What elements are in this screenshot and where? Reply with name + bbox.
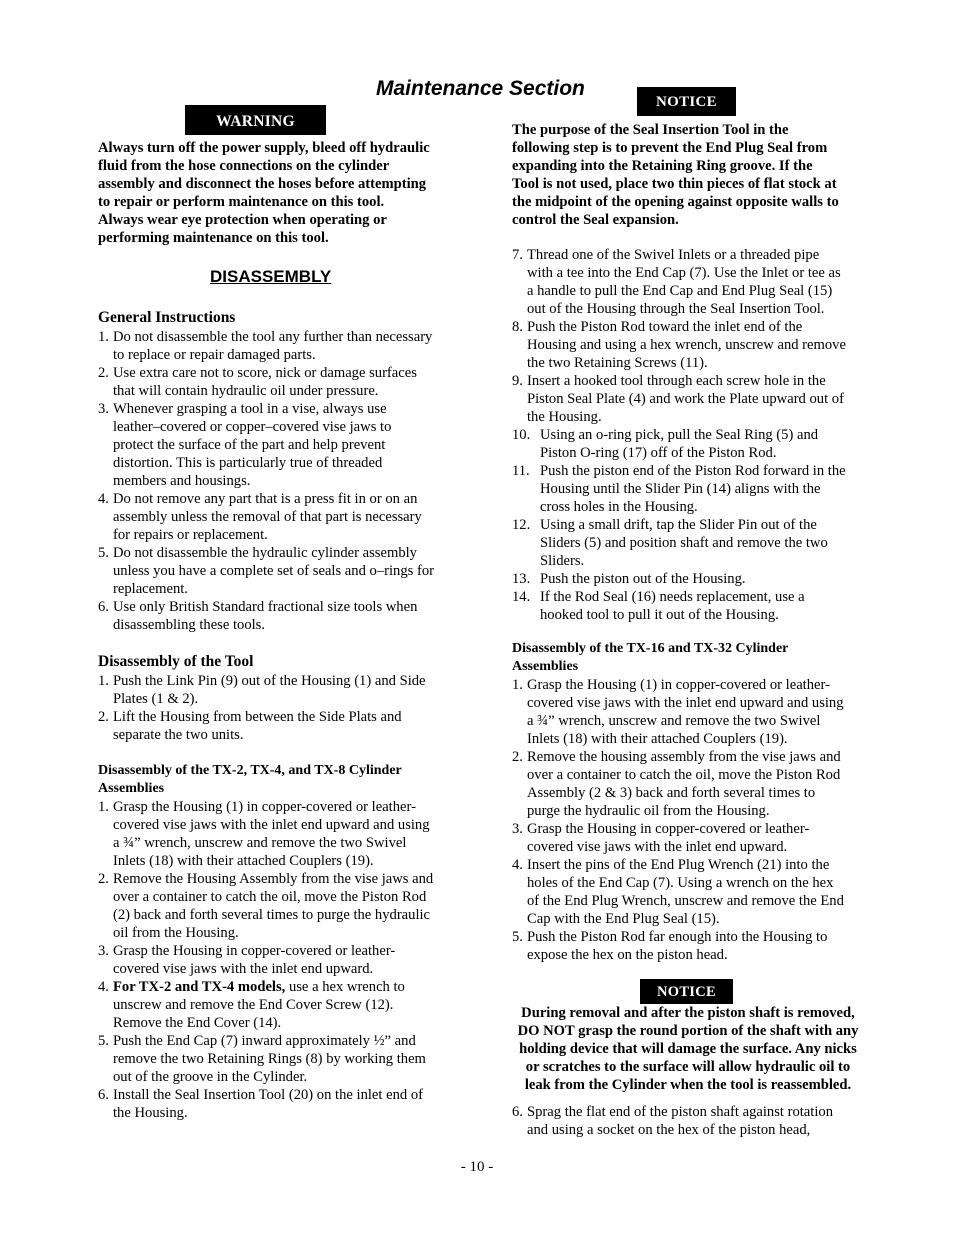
item-number: 1. bbox=[98, 673, 109, 689]
item-number: 4. bbox=[98, 979, 109, 995]
list-item bbox=[98, 1086, 460, 1122]
item-line: use a hex wrench to bbox=[285, 979, 405, 995]
item-line: Push the piston out of the Housing. bbox=[540, 571, 746, 587]
list-item bbox=[98, 328, 460, 364]
list-item bbox=[98, 364, 460, 400]
notice-text bbox=[500, 1004, 876, 1094]
item-line: to replace or repair damaged parts. bbox=[113, 347, 316, 363]
item-number: 2. bbox=[98, 709, 109, 725]
item-line: Do not remove any part that is a press fit in or on an bbox=[113, 491, 418, 507]
item-line: Push the Piston Rod far enough into the Housing to bbox=[527, 929, 828, 945]
item-line: Whenever grasping a tool in a vise, always use bbox=[113, 401, 387, 417]
page-title: Maintenance Section bbox=[376, 77, 585, 100]
item-line: Use extra care not to score, nick or damage surfaces bbox=[113, 365, 417, 381]
list-item bbox=[98, 1032, 460, 1086]
item-number: 13. bbox=[512, 571, 531, 587]
item-line: covered vise jaws with the inlet end upward. bbox=[113, 961, 374, 977]
item-number: 3. bbox=[98, 943, 109, 959]
tx16-heading bbox=[512, 640, 874, 676]
list-item bbox=[512, 676, 874, 748]
item-line: Push the piston end of the Piston Rod forward in the bbox=[540, 463, 846, 479]
item-number: 3. bbox=[98, 401, 109, 417]
tx16-list bbox=[512, 676, 874, 964]
item-line: out of the groove in the Cylinder. bbox=[113, 1069, 308, 1085]
list-item bbox=[98, 598, 460, 634]
heading-line: Assemblies bbox=[512, 659, 579, 674]
item-number: 9. bbox=[512, 373, 523, 389]
item-line: Inlets (18) with their attached Couplers (19). bbox=[527, 731, 788, 747]
tx2-heading bbox=[98, 762, 460, 798]
item-line: hooked tool to pull it out of the Housing. bbox=[540, 607, 779, 623]
notice-badge: NOTICE bbox=[637, 87, 736, 116]
item-line: Sliders. bbox=[540, 553, 585, 569]
item-line: Push the Link Pin (9) out of the Housing (1) and Side bbox=[113, 673, 426, 689]
notice-line: control the Seal expansion. bbox=[512, 212, 679, 228]
general-instructions-list bbox=[98, 328, 460, 634]
item-number: 5. bbox=[98, 1033, 109, 1049]
notice-line: leak from the Cylinder when the tool is reassembled. bbox=[524, 1077, 852, 1093]
item-bold-prefix: For TX-2 and TX-4 models, bbox=[113, 979, 286, 995]
item-line: Grasp the Housing in copper-covered or leather- bbox=[527, 821, 810, 837]
item-line: holes of the End Cap (7). Using a wrench on the hex bbox=[527, 875, 834, 891]
item-number: 10. bbox=[512, 427, 531, 443]
item-line: Use only British Standard fractional size tools when bbox=[113, 599, 418, 615]
item-number: 1. bbox=[98, 329, 109, 345]
warning-text bbox=[98, 139, 460, 247]
item-number: 1. bbox=[512, 677, 523, 693]
notice-badge: NOTICE bbox=[640, 979, 733, 1004]
item-line: oil from the Housing. bbox=[113, 925, 239, 941]
list-item bbox=[98, 490, 460, 544]
list-item bbox=[512, 588, 874, 624]
list-item bbox=[98, 708, 460, 744]
list-item bbox=[98, 672, 460, 708]
item-line: Housing and using a hex wrench, unscrew and remove bbox=[527, 337, 846, 353]
list-item bbox=[98, 798, 460, 870]
list-item bbox=[98, 870, 460, 942]
heading-line: Assemblies bbox=[98, 781, 165, 796]
item-line: the two Retaining Screws (11). bbox=[527, 355, 708, 371]
tool-disassembly-list bbox=[98, 672, 460, 744]
general-instructions-heading: General Instructions bbox=[98, 309, 236, 326]
notice-line: the midpoint of the opening against opposite walls to bbox=[512, 194, 839, 210]
item-line: a ¾” wrench, unscrew and remove the two Swivel bbox=[527, 713, 821, 729]
list-item bbox=[512, 856, 874, 928]
warning-line: assembly and disconnect the hoses before attempting bbox=[98, 176, 427, 192]
item-line: assembly unless the removal of that part is necessary bbox=[113, 509, 422, 525]
item-line: unscrew and remove the End Cover Screw (12). bbox=[113, 997, 394, 1013]
notice-line: or scratches to the surface will allow hydraulic oil to bbox=[525, 1059, 851, 1075]
item-line: a ¾” wrench, unscrew and remove the two Swivel bbox=[113, 835, 407, 851]
item-number: 3. bbox=[512, 821, 523, 837]
warning-line: performing maintenance on this tool. bbox=[98, 230, 329, 246]
notice-line: Tool is not used, place two thin pieces of flat stock at bbox=[512, 176, 837, 192]
item-line: replacement. bbox=[113, 581, 188, 597]
item-number: 14. bbox=[512, 589, 531, 605]
warning-line: Always wear eye protection when operating or bbox=[98, 212, 387, 228]
list-item bbox=[98, 942, 460, 978]
item-line: for repairs or replacement. bbox=[113, 527, 268, 543]
item-line: leather–covered or copper–covered vise jaws to bbox=[113, 419, 392, 435]
item-line: over a container to catch the oil, move the Piston Rod bbox=[527, 767, 841, 783]
item-number: 1. bbox=[98, 799, 109, 815]
item-number: 6. bbox=[512, 1104, 523, 1120]
item-line: separate the two units. bbox=[113, 727, 244, 743]
item-line: unless you have a complete set of seals and o–rings for bbox=[113, 563, 434, 579]
item-line: Lift the Housing from between the Side Plats and bbox=[113, 709, 402, 725]
item-line: distortion. This is particularly true of threaded bbox=[113, 455, 383, 471]
item-line: over a container to catch the oil, move the Piston Rod bbox=[113, 889, 427, 905]
item-line: Sprag the flat end of the piston shaft against rotation bbox=[527, 1104, 833, 1120]
item-line: Remove the Housing Assembly from the vise jaws and bbox=[113, 871, 434, 887]
item-line: of the End Plug Wrench, unscrew and remove the End bbox=[527, 893, 844, 909]
item-line: (2) back and forth several times to purge the hydraulic bbox=[113, 907, 431, 923]
item-line: Sliders (5) and position shaft and remove the two bbox=[540, 535, 828, 551]
tx2-list bbox=[98, 798, 460, 1122]
item-line: Insert a hooked tool through each screw hole in the bbox=[527, 373, 826, 389]
item-line: members and housings. bbox=[113, 473, 251, 489]
item-line: the Housing. bbox=[527, 409, 602, 425]
list-item bbox=[512, 748, 874, 820]
item-line: Using a small drift, tap the Slider Pin out of the bbox=[540, 517, 817, 533]
list-item bbox=[98, 400, 460, 490]
notice-line: following step is to prevent the End Plug Seal from bbox=[512, 140, 828, 156]
list-item bbox=[512, 1103, 874, 1139]
item-line: a handle to pull the End Cap and End Plug Seal (15) bbox=[527, 283, 833, 299]
list-item bbox=[512, 462, 874, 516]
notice-line: The purpose of the Seal Insertion Tool in the bbox=[512, 122, 789, 138]
item-line: and using a socket on the hex of the piston head, bbox=[527, 1122, 811, 1138]
item-number: 2. bbox=[98, 871, 109, 887]
item-line: Insert the pins of the End Plug Wrench (21) into the bbox=[527, 857, 830, 873]
item-line: Remove the End Cover (14). bbox=[113, 1015, 282, 1031]
list-item bbox=[512, 318, 874, 372]
list-item bbox=[512, 820, 874, 856]
item-number: 5. bbox=[512, 929, 523, 945]
notice-line: expanding into the Retaining Ring groove. If the bbox=[512, 158, 813, 174]
heading-line: Disassembly of the TX-2, TX-4, and TX-8 Cylinder bbox=[98, 763, 402, 778]
item-line: Plates (1 & 2). bbox=[113, 691, 199, 707]
list-item bbox=[512, 516, 874, 570]
notice-text bbox=[512, 121, 874, 229]
item-line: cross holes in the Housing. bbox=[540, 499, 698, 515]
notice-line: DO NOT grasp the round portion of the shaft with any bbox=[517, 1023, 859, 1039]
item-line: Do not disassemble the hydraulic cylinder assembly bbox=[113, 545, 417, 561]
list-item bbox=[512, 426, 874, 462]
warning-line: fluid from the hose connections on the cylinder bbox=[98, 158, 390, 174]
item-number: 11. bbox=[512, 463, 530, 479]
item-number: 4. bbox=[98, 491, 109, 507]
item-line: Grasp the Housing in copper-covered or leather- bbox=[113, 943, 396, 959]
list-item bbox=[98, 978, 460, 1032]
warning-badge: WARNING bbox=[185, 105, 326, 135]
item-line: Remove the housing assembly from the vise jaws and bbox=[527, 749, 841, 765]
item-number: 12. bbox=[512, 517, 531, 533]
disassembly-heading: DISASSEMBLY bbox=[210, 267, 332, 286]
item-line: Piston O-ring (17) off of the Piston Rod. bbox=[540, 445, 777, 461]
item-number: 5. bbox=[98, 545, 109, 561]
item-line: Grasp the Housing (1) in copper-covered or leather- bbox=[113, 799, 416, 815]
item-line: Install the Seal Insertion Tool (20) on the inlet end of bbox=[113, 1087, 423, 1103]
item-number: 8. bbox=[512, 319, 523, 335]
page-number: - 10 - bbox=[460, 1159, 494, 1175]
item-line: Do not disassemble the tool any further than necessary bbox=[113, 329, 433, 345]
item-line: Housing until the Slider Pin (14) aligns with the bbox=[540, 481, 821, 497]
item-line: out of the Housing through the Seal Insertion Tool. bbox=[527, 301, 825, 317]
item-line: covered vise jaws with the inlet end upward and using bbox=[527, 695, 844, 711]
item-line: with a tee into the End Cap (7). Use the Inlet or tee as bbox=[527, 265, 841, 281]
final-steps-list bbox=[512, 1103, 874, 1139]
item-line: Thread one of the Swivel Inlets or a threaded pipe bbox=[527, 247, 820, 263]
item-line: covered vise jaws with the inlet end upward and using bbox=[113, 817, 430, 833]
item-number: 6. bbox=[98, 599, 109, 615]
steps-list bbox=[512, 246, 874, 624]
warning-line: to repair or perform maintenance on this tool. bbox=[98, 194, 385, 210]
list-item bbox=[512, 372, 874, 426]
item-line: Push the Piston Rod toward the inlet end of the bbox=[527, 319, 803, 335]
item-line: expose the hex on the piston head. bbox=[527, 947, 728, 963]
list-item bbox=[98, 544, 460, 598]
item-line: Push the End Cap (7) inward approximately ½” and bbox=[113, 1033, 416, 1049]
list-item bbox=[512, 246, 874, 318]
heading-line: Disassembly of the TX-16 and TX-32 Cylinder bbox=[512, 641, 789, 656]
item-line: disassembling these tools. bbox=[113, 617, 266, 633]
item-line: Assembly (2 & 3) back and forth several times to bbox=[527, 785, 816, 801]
item-line: Using an o-ring pick, pull the Seal Ring (5) and bbox=[540, 427, 819, 443]
item-line: purge the hydraulic oil from the Housing. bbox=[527, 803, 770, 819]
list-item bbox=[512, 570, 874, 588]
item-number: 7. bbox=[512, 247, 523, 263]
notice-line: During removal and after the piston shaft is removed, bbox=[521, 1005, 855, 1021]
item-line: Inlets (18) with their attached Couplers (19). bbox=[113, 853, 374, 869]
item-number: 2. bbox=[512, 749, 523, 765]
notice-line: holding device that will damage the surface. Any nicks bbox=[519, 1041, 857, 1057]
item-line: remove the two Retaining Rings (8) by working them bbox=[113, 1051, 426, 1067]
warning-line: Always turn off the power supply, bleed off hydraulic bbox=[98, 140, 430, 156]
list-item bbox=[512, 928, 874, 964]
item-line: the Housing. bbox=[113, 1105, 188, 1121]
item-line: Cap with the End Plug Seal (15). bbox=[527, 911, 720, 927]
item-line: covered vise jaws with the inlet end upward. bbox=[527, 839, 788, 855]
item-number: 2. bbox=[98, 365, 109, 381]
item-number: 4. bbox=[512, 857, 523, 873]
item-number: 6. bbox=[98, 1087, 109, 1103]
item-line: If the Rod Seal (16) needs replacement, use a bbox=[540, 589, 805, 605]
tool-disassembly-heading: Disassembly of the Tool bbox=[98, 653, 254, 670]
item-line: Piston Seal Plate (4) and work the Plate upward out of bbox=[527, 391, 844, 407]
item-line: protect the surface of the part and help prevent bbox=[113, 437, 386, 453]
item-line: Grasp the Housing (1) in copper-covered or leather- bbox=[527, 677, 830, 693]
item-line: that will contain hydraulic oil under pressure. bbox=[113, 383, 379, 399]
